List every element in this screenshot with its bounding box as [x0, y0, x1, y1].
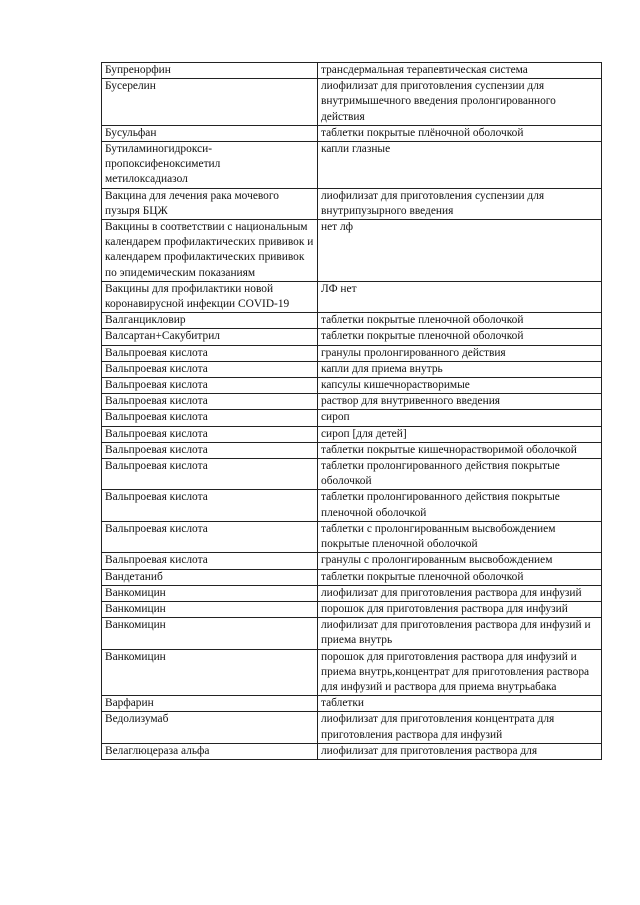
table-row: [102, 601, 602, 617]
table-row: [102, 345, 602, 361]
dosage-form-cell: лиофилизат для приготовления раствора для: [318, 743, 602, 759]
table-row: [102, 553, 602, 569]
dosage-form-cell: трансдермальная терапевтическая система: [318, 63, 602, 79]
table-row: [102, 743, 602, 759]
table-row: [102, 125, 602, 141]
table-row: [102, 79, 602, 126]
dosage-form-cell: капсулы кишечнорастворимые: [318, 378, 602, 394]
drug-name-cell: Ванкомицин: [102, 601, 318, 617]
drug-name-cell: Вальпроевая кислота: [102, 361, 318, 377]
dosage-form-cell: сироп: [318, 410, 602, 426]
dosage-form-cell: ЛФ нет: [318, 281, 602, 312]
dosage-form-cell: таблетки покрытые пленочной оболочкой: [318, 329, 602, 345]
dosage-form-cell: нет лф: [318, 220, 602, 282]
table-row: [102, 569, 602, 585]
drug-name-cell: Валганцикловир: [102, 313, 318, 329]
dosage-form-cell: лиофилизат для приготовления суспензии для внутрипузырного введения: [318, 188, 602, 219]
drug-name-cell: Вакцины для профилактики новой коронавирусной инфекции COVID-19: [102, 281, 318, 312]
drug-name-cell: Вакцина для лечения рака мочевого пузыря БЦЖ: [102, 188, 318, 219]
dosage-form-cell: капли для приема внутрь: [318, 361, 602, 377]
table-row: [102, 618, 602, 649]
drug-name-cell: Вальпроевая кислота: [102, 378, 318, 394]
table-row: [102, 329, 602, 345]
drug-name-cell: Велаглюцераза альфа: [102, 743, 318, 759]
table-row: [102, 426, 602, 442]
dosage-form-cell: капли глазные: [318, 142, 602, 189]
dosage-form-cell: таблетки покрытые кишечнорастворимой оболочкой: [318, 442, 602, 458]
table-row: [102, 459, 602, 490]
drug-name-cell: Бутиламиногидрокси- пропоксифеноксиметил метилоксадиазол: [102, 142, 318, 189]
dosage-form-cell: таблетки покрытые плёночной оболочкой: [318, 125, 602, 141]
drug-name-cell: Вальпроевая кислота: [102, 553, 318, 569]
table-row: [102, 142, 602, 189]
table-row: [102, 712, 602, 743]
dosage-form-cell: таблетки покрытые пленочной оболочкой: [318, 313, 602, 329]
drug-name-cell: Вальпроевая кислота: [102, 426, 318, 442]
drug-name-cell: Вандетаниб: [102, 569, 318, 585]
drug-name-cell: Бусульфан: [102, 125, 318, 141]
dosage-form-cell: сироп [для детей]: [318, 426, 602, 442]
dosage-form-cell: лиофилизат для приготовления суспензии для внутримышечного введения пролонгированного действия: [318, 79, 602, 126]
drug-table: [101, 62, 602, 760]
drug-name-cell: Вальпроевая кислота: [102, 459, 318, 490]
table-row: [102, 521, 602, 552]
drug-name-cell: Вакцины в соответствии с национальным календарем профилактических прививок и календарем профилактических прививок по эпидемическим показаниям: [102, 220, 318, 282]
dosage-form-cell: таблетки: [318, 696, 602, 712]
table-row: [102, 313, 602, 329]
table-row: [102, 361, 602, 377]
table-body: [102, 63, 602, 760]
table-row: [102, 410, 602, 426]
dosage-form-cell: таблетки пролонгированного действия покрытые пленочной оболочкой: [318, 490, 602, 521]
dosage-form-cell: порошок для приготовления раствора для инфузий и приема внутрь,концентрат для приготовления раствора для инфузий и раствора для приема внутрьабака: [318, 649, 602, 696]
table-row: [102, 63, 602, 79]
table-row: [102, 490, 602, 521]
dosage-form-cell: раствор для внутривенного введения: [318, 394, 602, 410]
table-row: [102, 378, 602, 394]
drug-name-cell: Вальпроевая кислота: [102, 521, 318, 552]
drug-name-cell: Бупренорфин: [102, 63, 318, 79]
drug-name-cell: Ванкомицин: [102, 649, 318, 696]
table-row: [102, 188, 602, 219]
drug-name-cell: Ванкомицин: [102, 585, 318, 601]
drug-name-cell: Вальпроевая кислота: [102, 394, 318, 410]
table-row: [102, 220, 602, 282]
drug-name-cell: Валсартан+Сакубитрил: [102, 329, 318, 345]
drug-name-cell: Варфарин: [102, 696, 318, 712]
dosage-form-cell: лиофилизат для приготовления раствора для инфузий и приема внутрь: [318, 618, 602, 649]
table-row: [102, 442, 602, 458]
drug-name-cell: Вальпроевая кислота: [102, 345, 318, 361]
dosage-form-cell: лиофилизат для приготовления концентрата для приготовления раствора для инфузий: [318, 712, 602, 743]
table-row: [102, 394, 602, 410]
dosage-form-cell: гранулы пролонгированного действия: [318, 345, 602, 361]
table-row: [102, 649, 602, 696]
drug-name-cell: Вальпроевая кислота: [102, 442, 318, 458]
dosage-form-cell: таблетки покрытые пленочной оболочкой: [318, 569, 602, 585]
dosage-form-cell: таблетки с пролонгированным высвобождением покрытые пленочной оболочкой: [318, 521, 602, 552]
dosage-form-cell: лиофилизат для приготовления раствора для инфузий: [318, 585, 602, 601]
drug-name-cell: Ванкомицин: [102, 618, 318, 649]
table-row: [102, 696, 602, 712]
drug-name-cell: Ведолизумаб: [102, 712, 318, 743]
table-row: [102, 281, 602, 312]
drug-name-cell: Бусерелин: [102, 79, 318, 126]
dosage-form-cell: таблетки пролонгированного действия покрытые оболочкой: [318, 459, 602, 490]
dosage-form-cell: гранулы с пролонгированным высвобождением: [318, 553, 602, 569]
table-row: [102, 585, 602, 601]
dosage-form-cell: порошок для приготовления раствора для инфузий: [318, 601, 602, 617]
drug-name-cell: Вальпроевая кислота: [102, 490, 318, 521]
drug-name-cell: Вальпроевая кислота: [102, 410, 318, 426]
